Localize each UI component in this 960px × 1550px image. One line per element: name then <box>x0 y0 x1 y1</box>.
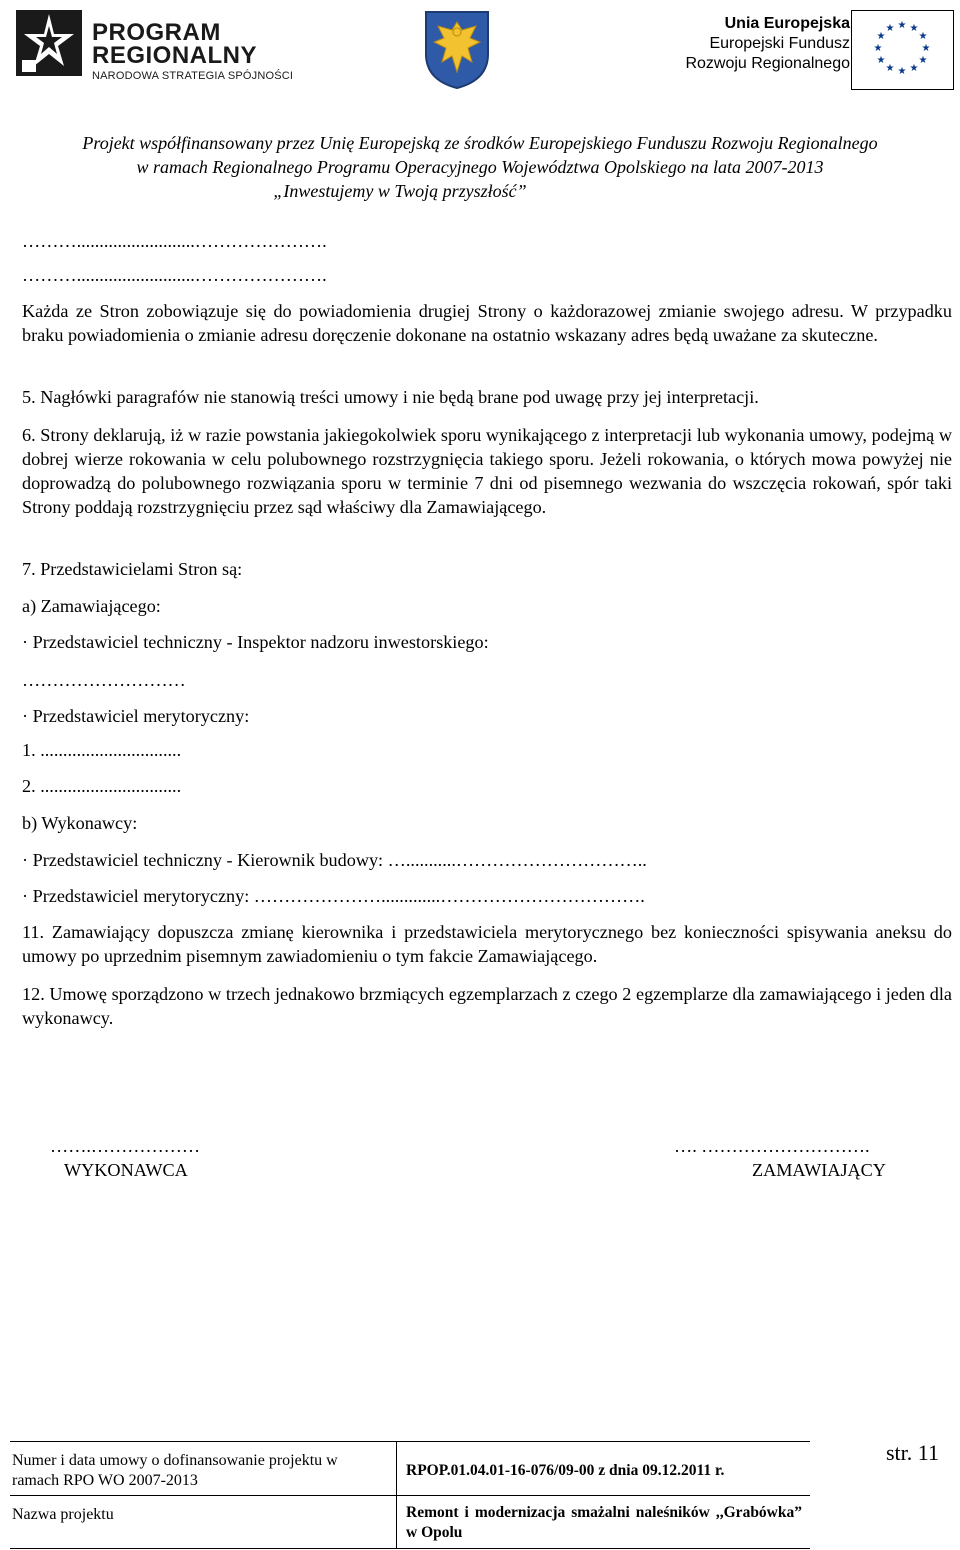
program-title: PROGRAM <box>92 19 221 46</box>
svg-text:★: ★ <box>897 20 907 31</box>
ue-line3: Rozwoju Regionalnego <box>685 55 850 72</box>
paragraph-6: 6. Strony deklarują, iż w razie powstania jakiegokolwiek sporu wynikającego z interpretacji lub wykonania umowy, podejmą w dobrej wierze rokowania w celu polubownego rozstrzygnięcia takiego sporu. Jeżeli rokowania, o których mowa powyżej nie doprowadzą do polubownego rozwiązania sporu w terminie 7 dni od pisemnego wezwania do wszczęcia rokowań, spór taki Strony poddają rozstrzygnięciu przez sąd właściwy dla Zamawiającego. <box>22 425 952 517</box>
b-technical-rep: · Przedstawiciel techniczny - Kierownik budowy: …...........………………………….. <box>22 850 647 870</box>
svg-text:★: ★ <box>918 31 928 42</box>
a-technical-rep: · Przedstawiciel techniczny - Inspektor nadzoru inwestorskiego: <box>22 632 489 652</box>
header-tagline-2: w ramach Regionalnego Programu Operacyjnego Województwa Opolskiego na lata 2007-2013 <box>136 157 824 177</box>
dots-line-1: ………..........................…………………. <box>22 231 327 251</box>
contractor-signature-label: WYKONAWCA <box>64 1160 188 1180</box>
star-emblem-icon <box>16 10 82 76</box>
paragraph-11: 11. Zamawiający dopuszcza zmianę kierownika i przedstawiciela merytorycznego bez konieczności spisywania aneksu do umowy po uprzednim pisemnym zawiadomieniu o tym fakcie Zamawiającego. <box>22 922 952 966</box>
coat-of-arms-icon <box>424 10 490 90</box>
program-subtitle: REGIONALNY <box>92 42 258 69</box>
a-technical-dots: ……………………… <box>22 670 186 690</box>
footer-project-value: Remont i modernizacja smażalni naleśników ,,Grabówka” w Opolu <box>406 1504 802 1541</box>
header-tagline-3: „Inwestujemy w Twoją przyszłość” <box>273 181 527 201</box>
footer-agreement-value: RPOP.01.04.01-16-076/09-00 z dnia 09.12.2011 r. <box>406 1462 725 1479</box>
section-b-label: b) Wykonawcy: <box>22 813 138 833</box>
header-tagline-1: Projekt współfinansowany przez Unię Europejską ze środków Europejskiego Funduszu Rozwoju Regionalnego <box>82 133 878 153</box>
svg-text:★: ★ <box>876 55 886 66</box>
svg-text:★: ★ <box>909 23 919 34</box>
client-signature-label: ZAMAWIAJĄCY <box>752 1160 886 1180</box>
ue-line2: Europejski Fundusz <box>709 35 850 52</box>
eu-flag-icon <box>851 10 954 90</box>
footer-divider-top <box>10 1441 810 1442</box>
svg-text:★: ★ <box>876 31 886 42</box>
footer-divider-bottom <box>10 1548 810 1549</box>
page-number: str. 11 <box>886 1440 939 1465</box>
paragraph-12: 12. Umowę sporządzono w trzech jednakowo brzmiących egzemplarzach z czego 2 egzemplarze dla zamawiającego i jeden dla wykonawcy. <box>22 984 952 1028</box>
b-merit-rep: · Przedstawiciel merytoryczny: ………………….............……………………………. <box>22 886 645 906</box>
a-merit-item-1: 1. ............................... <box>22 740 182 760</box>
svg-text:★: ★ <box>909 63 919 74</box>
footer-divider-vertical <box>396 1441 397 1549</box>
a-merit-rep: · Przedstawiciel merytoryczny: <box>22 706 250 726</box>
svg-text:★: ★ <box>885 63 895 74</box>
svg-text:★: ★ <box>897 66 907 77</box>
svg-text:★: ★ <box>921 43 931 54</box>
svg-text:★: ★ <box>918 55 928 66</box>
section-a-label: a) Zamawiającego: <box>22 596 161 616</box>
paragraph-5: 5. Nagłówki paragrafów nie stanowią treści umowy i nie będą brane pod uwagę przy jej interpretacji. <box>22 387 759 407</box>
svg-text:★: ★ <box>873 43 883 54</box>
paragraph-address: Każda ze Stron zobowiązuje się do powiadomienia drugiej Strony o każdorazowej zmianie swojego adresu. W przypadku braku powiadomienia o zmianie adresu doręczenie dokonane na ostatnio wskazany adres będą uważane za skuteczne. <box>22 301 952 345</box>
program-regionalny-logo <box>8 4 298 84</box>
paragraph-7: 7. Przedstawicielami Stron są: <box>22 559 243 579</box>
footer-project-label: Nazwa projektu <box>12 1506 114 1523</box>
footer-divider-middle <box>10 1495 810 1496</box>
footer-agreement-label: Numer i data umowy o dofinansowanie projektu w ramach RPO WO 2007-2013 <box>12 1452 338 1489</box>
ue-line1: Unia Europejska <box>724 15 850 32</box>
eu-text-block <box>640 14 850 74</box>
dots-line-2: ………..........................…………………. <box>22 265 327 285</box>
footer-table <box>10 1441 810 1549</box>
a-merit-item-2: 2. ............................... <box>22 776 182 796</box>
program-strategy: NARODOWA STRATEGIA SPÓJNOŚCI <box>92 70 294 82</box>
contractor-signature-line: …….……………… <box>50 1136 201 1156</box>
svg-text:★: ★ <box>885 23 895 34</box>
client-signature-line: …. ………………………. <box>674 1136 870 1156</box>
